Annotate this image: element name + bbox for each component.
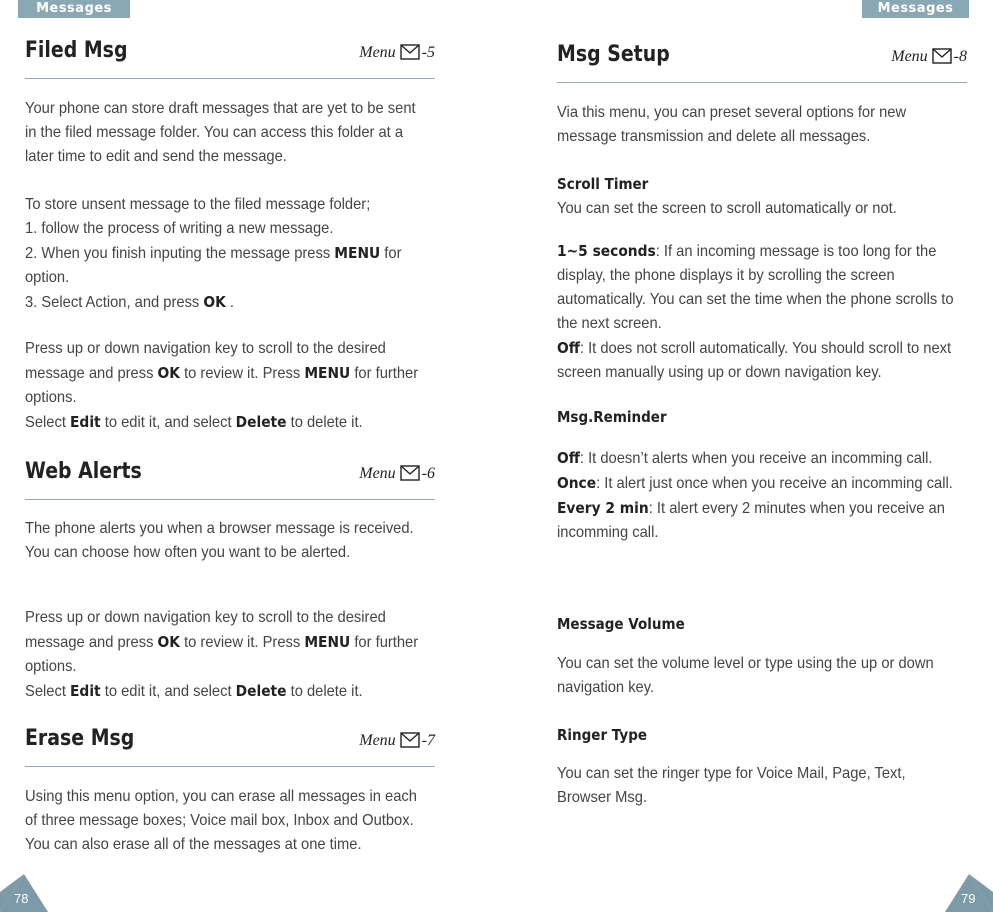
option-seconds: 1~5 seconds: If an incoming message is too long for the display, the phone displays it by scrolling the screen automatically. You can set the time when the phone scrolls to the next screen. [557,242,954,332]
web-alerts-title: Web Alerts [25,459,142,484]
erase-all: You can also erase all of the messages at one time. [25,836,362,853]
nav-instructions: Press up or down navigation key to scroll to the desired message and press OK to review it. Press MENU for further options. [25,340,419,406]
msg-setup-title: Msg Setup [557,42,670,67]
filed-msg-menu-ref [359,44,435,65]
erase-msg-menu-ref: Menu -7 [359,732,435,753]
section-tab-right: Messages [862,0,969,18]
menu-code: -5 [421,44,435,61]
envelope-icon [932,48,952,69]
ok-key-label: OK [203,293,226,311]
web-alerts-intro: The phone alerts you when a browser message is received. You can choose how often you want to be alerted. [25,520,414,561]
envelope-icon [400,732,420,753]
msg-setup-header [557,42,967,83]
step-1: 1. follow the process of writing a new message. [25,220,334,237]
msg-reminder-heading: Msg.Reminder [557,408,667,426]
steps-intro: To store unsent message to the filed message folder; [25,196,371,213]
reminder-every: Every 2 min: It alert every 2 minutes when you receive an incomming call. [557,499,945,541]
menu-key-label: MENU [334,244,381,262]
scroll-timer-desc: You can set the screen to scroll automatically or not. [557,200,897,217]
scroll-timer-heading: Scroll Timer [557,175,649,193]
filed-msg-navigation [25,337,430,435]
msg-reminder-options [557,446,962,545]
web-alerts-navigation [25,606,430,704]
message-volume-heading: Message Volume [557,615,685,633]
reminder-once: Once: It alert just once when you receive an incomming call. [557,474,953,492]
menu-word: Menu [359,44,396,61]
nav-instructions: Press up or down navigation key to scroll to the desired message and press OK to review it. Press MENU for further options. [25,609,419,675]
filed-msg-steps [25,193,430,315]
section-tab-left: Messages [18,0,130,18]
envelope-icon [400,44,420,65]
scroll-timer-options [557,239,962,385]
msg-setup-intro: Via this menu, you can preset several options for new message transmission and delete all messages. [557,104,907,145]
erase-msg-header [25,726,435,767]
page-number-79: 79 [961,891,976,906]
erase-msg-title: Erase Msg [25,726,135,751]
edit-delete-instructions: Select Edit to edit it, and select Delete to delete it. [25,413,363,431]
envelope-icon [400,465,420,486]
step-2: 2. When you finish inputing the message press MENU for option. [25,244,402,286]
msg-setup-menu-ref: Menu -8 [891,48,967,69]
ringer-type-text: You can set the ringer type for Voice Mail, Page, Text, Browser Msg. [557,765,906,806]
page-number-left [0,872,48,912]
option-off: Off: It does not scroll automatically. You should scroll to next screen manually using up or down navigation key. [557,339,952,381]
erase-intro: Using this menu option, you can erase all messages in each of three message boxes; Voice mail box, Inbox and Outbox. [25,788,417,829]
filed-msg-title: Filed Msg [25,38,128,63]
ringer-type-heading: Ringer Type [557,726,648,744]
message-volume-text: You can set the volume level or type using the up or down navigation key. [557,655,934,696]
step-3: 3. Select Action, and press OK . [25,293,234,311]
filed-msg-header [25,38,435,79]
web-alerts-header [25,459,435,500]
edit-delete-instructions: Select Edit to edit it, and select Delete to delete it. [25,682,363,700]
page-number-right [945,872,993,912]
page-number-78: 78 [14,891,29,906]
reminder-off: Off: It doesn’t alerts when you receive an incomming call. [557,449,933,467]
erase-msg-text [25,785,430,857]
web-alerts-menu-ref: Menu -6 [359,465,435,486]
filed-msg-intro: Your phone can store draft messages that are yet to be sent in the filed message folder. You can access this folder at a later time to edit and send the message. [25,100,416,165]
